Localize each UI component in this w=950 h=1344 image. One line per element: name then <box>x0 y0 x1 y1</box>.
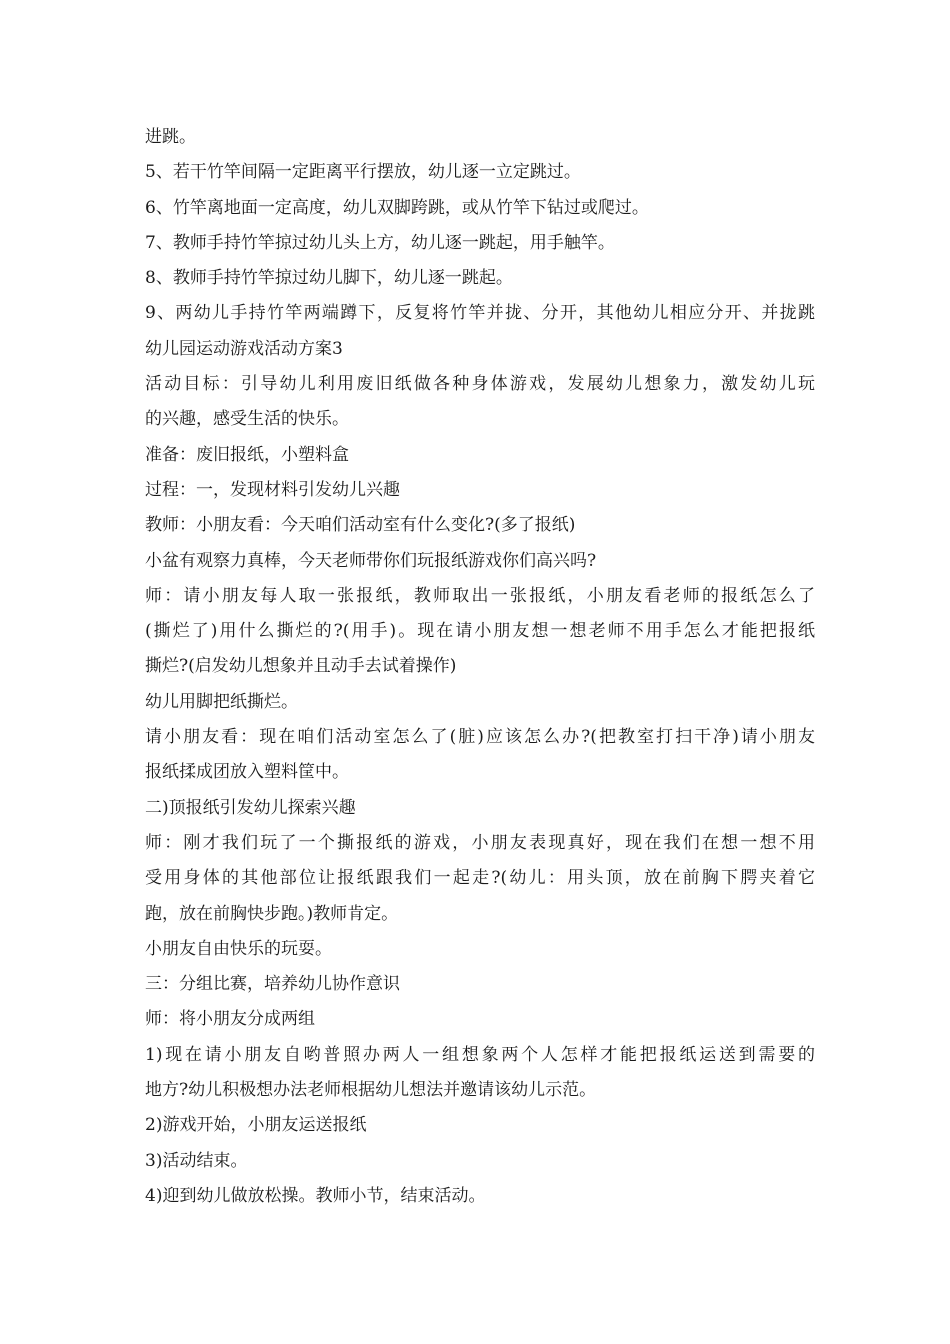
text-line: 撕烂?(启发幼儿想象并且动手去试着操作) <box>145 656 457 677</box>
text-line: (撕烂了)用什么撕烂的?(用手)。现在请小朋友想一想老师不用手怎么才能把报纸 <box>145 621 815 642</box>
text-line: 准备：废旧报纸，小塑料盒 <box>145 444 349 465</box>
text-line: 师：请小朋友每人取一张报纸，教师取出一张报纸，小朋友看老师的报纸怎么了 <box>145 585 815 606</box>
text-line: 跑，放在前胸快步跑。)教师肯定。 <box>145 903 399 924</box>
text-line: 小盆有观察力真棒，今天老师带你们玩报纸游戏你们高兴吗? <box>145 550 597 571</box>
text-line: 8、教师手持竹竿掠过幼儿脚下，幼儿逐一跳起。 <box>145 268 513 289</box>
text-line: 三：分组比赛，培养幼儿协作意识 <box>145 974 400 995</box>
document-body <box>145 120 815 1214</box>
text-line: 3)活动结束。 <box>145 1150 248 1171</box>
section-heading: 幼儿园运动游戏活动方案3 <box>145 338 343 359</box>
text-line: 的兴趣，感受生活的快乐。 <box>145 409 349 430</box>
text-line: 5、若干竹竿间隔一定距离平行摆放，幼儿逐一立定跳过。 <box>145 162 581 183</box>
text-line: 受用身体的其他部位让报纸跟我们一起走?(幼儿：用头顶，放在前胸下腭夹着它 <box>145 868 815 889</box>
text-line: 幼儿用脚把纸撕烂。 <box>145 691 298 712</box>
text-line: 报纸揉成团放入塑料筐中。 <box>145 762 349 783</box>
text-line: 4)迎到幼儿做放松操。教师小节，结束活动。 <box>145 1185 486 1206</box>
text-line: 地方?幼儿积极想办法老师根据幼儿想法并邀请该幼儿示范。 <box>145 1080 597 1101</box>
text-line: 师：将小朋友分成两组 <box>145 1009 315 1030</box>
text-line: 小朋友自由快乐的玩耍。 <box>145 938 332 959</box>
text-line: 二)顶报纸引发幼儿探索兴趣 <box>145 797 356 818</box>
text-line: 6、竹竿离地面一定高度，幼儿双脚跨跳，或从竹竿下钻过或爬过。 <box>145 197 649 218</box>
text-line: 1)现在请小朋友自哟普照办两人一组想象两个人怎样才能把报纸运送到需要的 <box>145 1044 815 1065</box>
text-line: 进跳。 <box>145 127 196 147</box>
text-line: 2)游戏开始，小朋友运送报纸 <box>145 1115 367 1136</box>
text-line: 9、两幼儿手持竹竿两端蹲下，反复将竹竿并拢、分开，其他幼儿相应分开、并拢跳 <box>145 303 815 324</box>
text-line: 活动目标：引导幼儿利用废旧纸做各种身体游戏，发展幼儿想象力，激发幼儿玩 <box>145 374 815 395</box>
text-line: 教师：小朋友看：今天咱们活动室有什么变化?(多了报纸) <box>145 515 576 536</box>
text-line: 过程：一，发现材料引发幼儿兴趣 <box>145 479 400 500</box>
text-line: 请小朋友看：现在咱们活动室怎么了(脏)应该怎么办?(把教室打扫干净)请小朋友 <box>145 727 815 748</box>
text-line: 师：刚才我们玩了一个撕报纸的游戏，小朋友表现真好，现在我们在想一想不用 <box>145 832 815 853</box>
text-line: 7、教师手持竹竿掠过幼儿头上方，幼儿逐一跳起，用手触竿。 <box>145 232 615 253</box>
